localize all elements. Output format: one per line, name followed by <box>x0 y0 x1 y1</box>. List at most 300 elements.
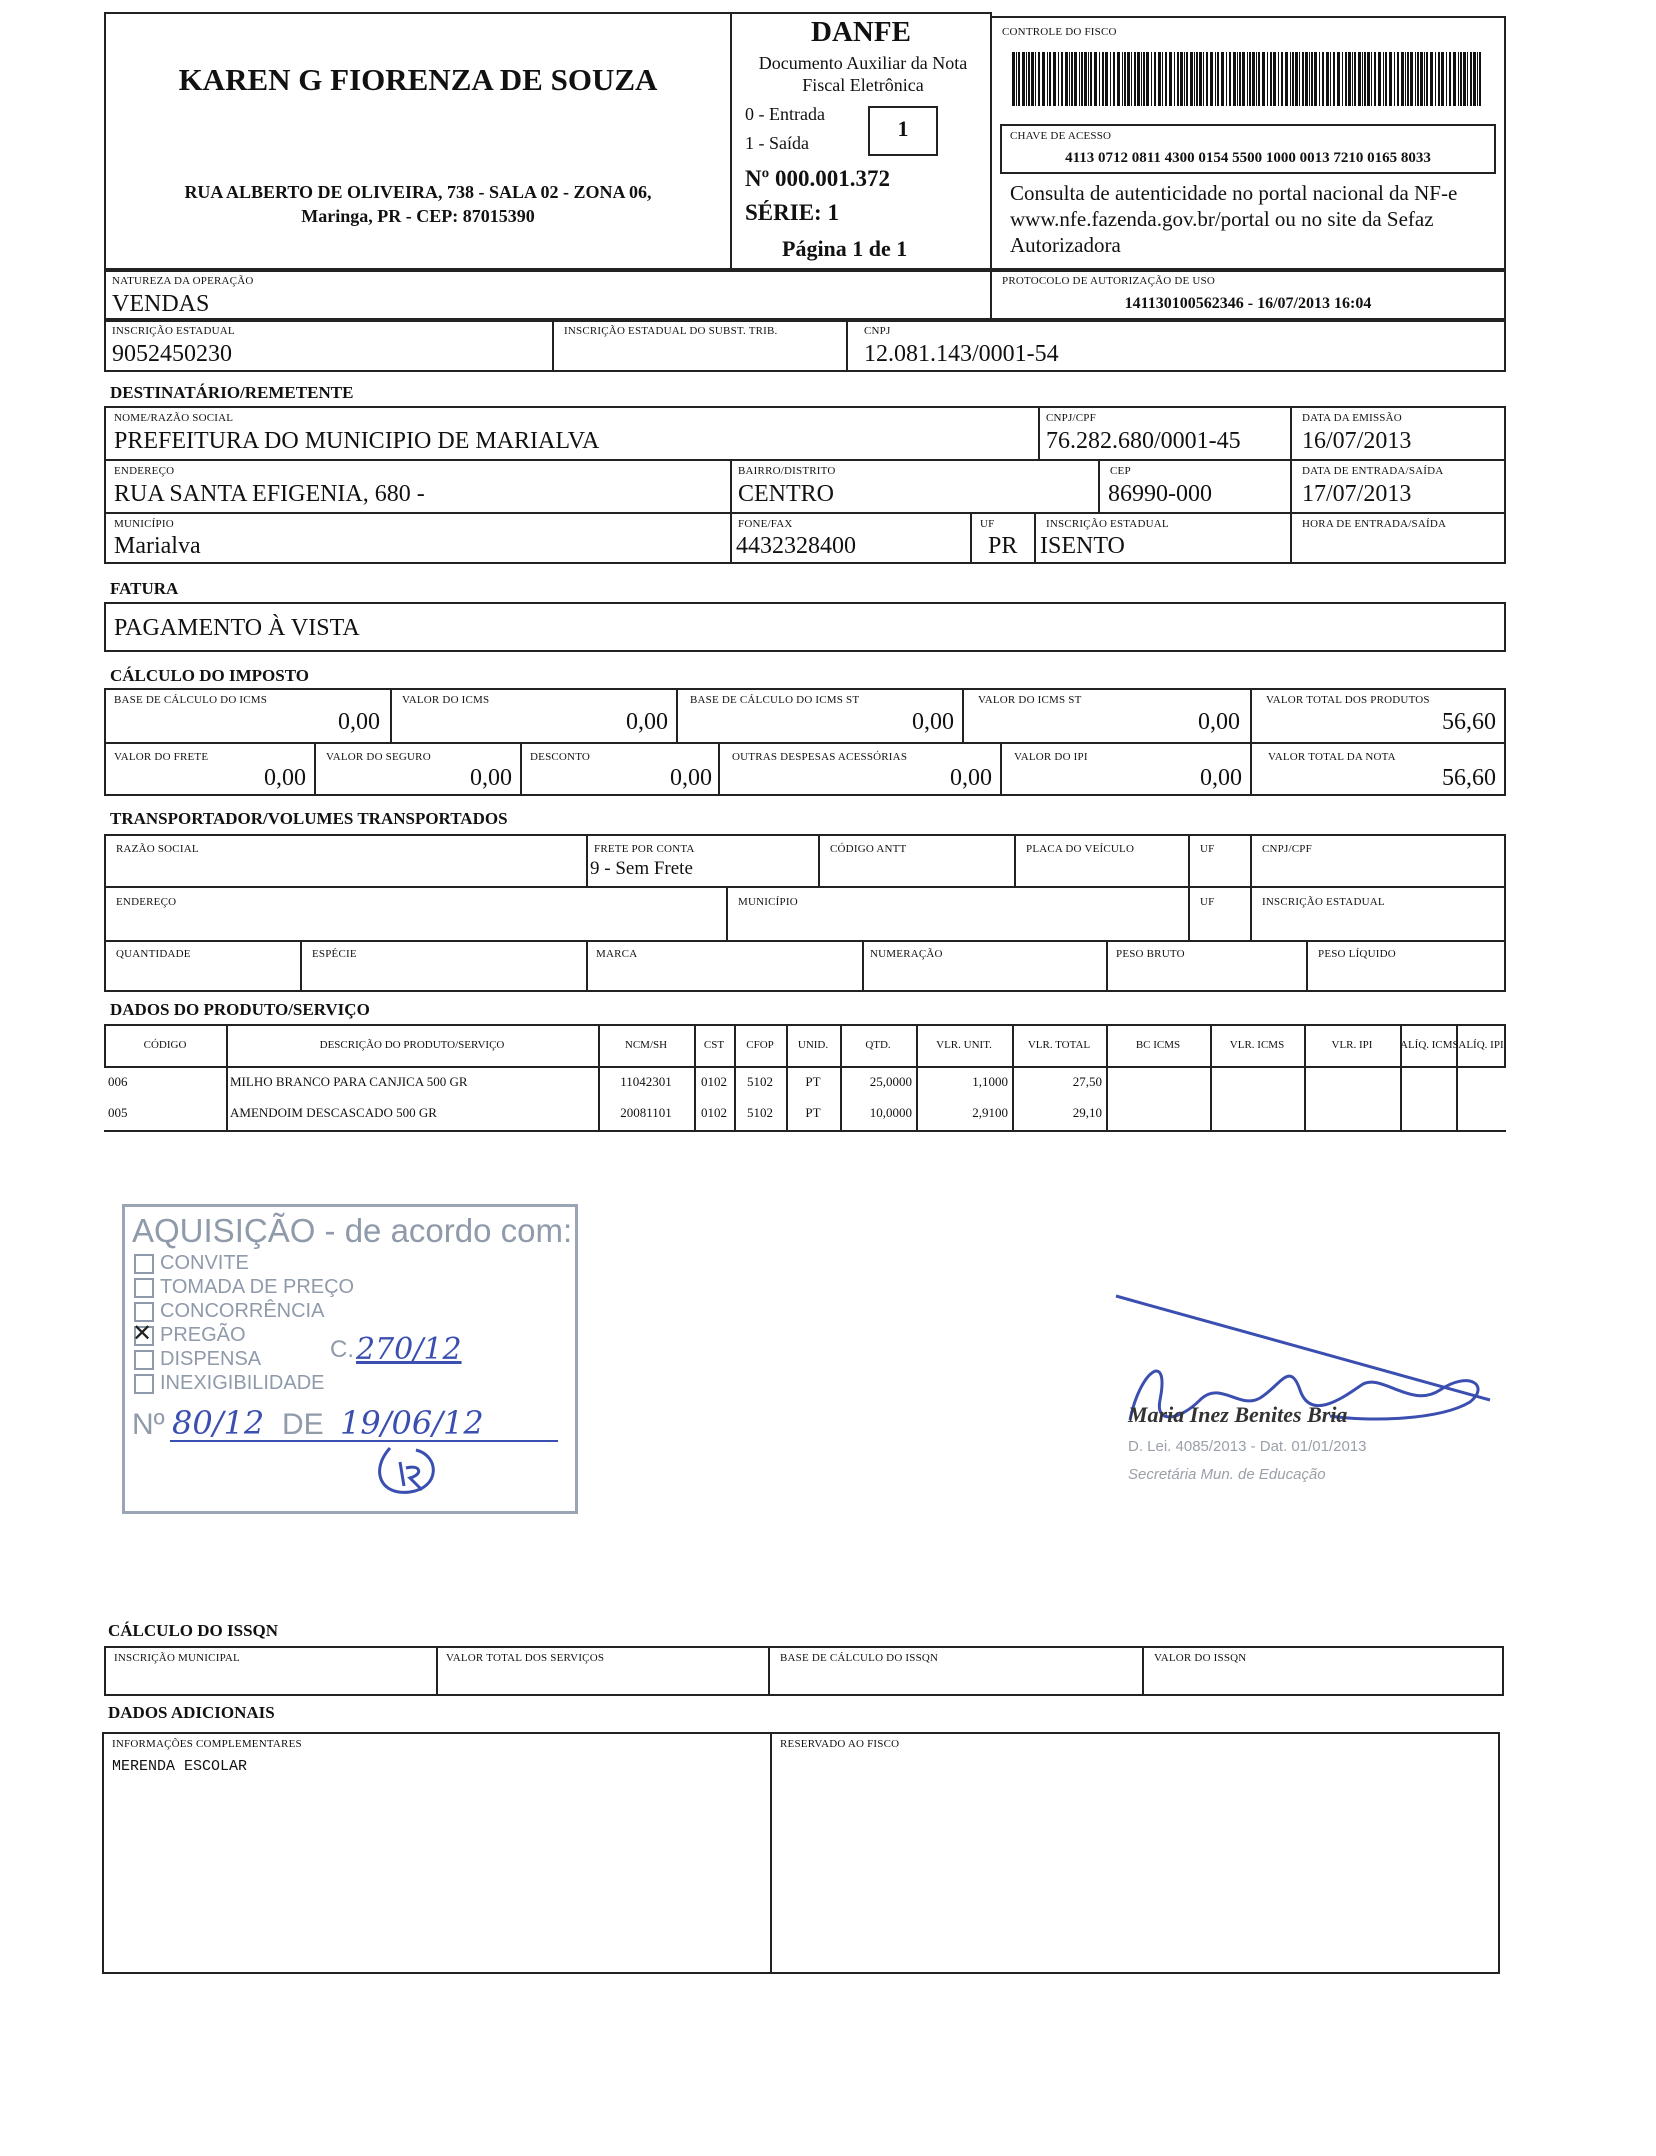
barcode-bar <box>1337 52 1340 106</box>
barcode-bar <box>1330 52 1331 106</box>
barcode-bar <box>1302 52 1304 106</box>
frete-label: VALOR DO FRETE <box>114 751 209 763</box>
barcode-bar <box>1058 52 1059 106</box>
barcode-bar <box>1292 52 1294 106</box>
divider <box>770 1732 772 1974</box>
dest-fone-value: 4432328400 <box>736 533 856 559</box>
barcode-bar <box>1410 52 1413 106</box>
barcode-bar <box>1186 52 1188 106</box>
dest-endereco-value: RUA SANTA EFIGENIA, 680 - <box>114 481 425 507</box>
table-cell: 11042301 <box>620 1074 672 1089</box>
info-complementares-value: MERENDA ESCOLAR <box>112 1758 248 1775</box>
adicionais-box <box>102 1732 1500 1974</box>
barcode-bar <box>1333 52 1335 106</box>
danfe-entrada: 0 - Entrada <box>745 104 825 124</box>
emitente-cnpj-value: 12.081.143/0001-54 <box>864 341 1059 367</box>
divider <box>1000 742 1002 796</box>
barcode-bar <box>1061 52 1063 106</box>
barcode-bar <box>1477 52 1478 106</box>
table-cell: 1,1000 <box>972 1074 1008 1089</box>
divider <box>1306 940 1308 992</box>
divider <box>552 320 554 372</box>
ipi-value: 0,00 <box>1200 765 1242 791</box>
barcode-bar <box>1309 52 1310 106</box>
barcode-bar <box>1162 52 1163 106</box>
checkbox-icon <box>134 1350 154 1370</box>
barcode-bar <box>1047 52 1048 106</box>
barcode-bar <box>1239 52 1241 106</box>
barcode-bar <box>1134 52 1136 106</box>
transp-razao-label: RAZÃO SOCIAL <box>116 843 199 855</box>
barcode-bar <box>1256 52 1257 106</box>
dest-bairro-value: CENTRO <box>738 481 834 507</box>
info-complementares-label: INFORMAÇÕES COMPLEMENTARES <box>112 1738 302 1750</box>
table-cell: 0102 <box>701 1074 727 1089</box>
dest-municipio-label: MUNICÍPIO <box>114 518 174 530</box>
transp-quantidade-label: QUANTIDADE <box>116 948 191 960</box>
barcode-bar <box>1311 52 1313 106</box>
barcode-bar <box>1285 52 1288 106</box>
stamp-c-value: 270/12 <box>356 1332 462 1367</box>
barcode-bar <box>1299 52 1300 106</box>
dest-nome-value: PREFEITURA DO MUNICIPIO DE MARIALVA <box>114 428 600 454</box>
desconto-value: 0,00 <box>670 765 712 791</box>
table-header-cell: VLR. TOTAL <box>1027 1039 1091 1051</box>
barcode-bar <box>1221 52 1224 106</box>
stamp-option <box>134 1372 325 1395</box>
barcode-bar <box>1420 52 1423 106</box>
barcode-bar <box>1473 52 1476 106</box>
divider <box>1038 406 1040 459</box>
barcode-bar <box>1194 52 1195 106</box>
chave-label: CHAVE DE ACESSO <box>1010 130 1112 142</box>
danfe-serie: SÉRIE: 1 <box>745 200 839 225</box>
barcode-bar <box>1158 52 1161 106</box>
barcode-bar <box>1053 52 1056 106</box>
barcode-bar <box>1180 52 1183 106</box>
barcode-bar <box>1319 52 1320 106</box>
table-cell: 27,50 <box>1072 1074 1102 1089</box>
divider <box>730 459 732 564</box>
dest-cep-value: 86990-000 <box>1108 481 1212 507</box>
desconto-label: DESCONTO <box>530 751 591 763</box>
total-nota-label: VALOR TOTAL DA NOTA <box>1268 751 1396 763</box>
ipi-label: VALOR DO IPI <box>1014 751 1088 763</box>
destinatario-section-title: DESTINATÁRIO/REMETENTE <box>110 383 354 402</box>
barcode-bar <box>1290 52 1291 106</box>
dest-ie-value: ISENTO <box>1040 533 1125 559</box>
transp-endereco-label: ENDEREÇO <box>116 896 177 908</box>
fatura-section-title: FATURA <box>110 579 179 598</box>
barcode-bar <box>1258 52 1260 106</box>
divider <box>104 940 1506 942</box>
table-header-cell: CFOP <box>746 1039 774 1051</box>
checkbox-icon <box>134 1278 154 1298</box>
divider <box>1034 512 1036 564</box>
stamp-option-label: CONVITE <box>160 1252 249 1274</box>
barcode-bar <box>1042 52 1045 106</box>
barcode-bar <box>1105 52 1108 106</box>
stamp-option-label: TOMADA DE PREÇO <box>160 1276 355 1298</box>
divider <box>1290 406 1292 564</box>
barcode-bar <box>1071 52 1073 106</box>
barcode-bar <box>1424 52 1425 106</box>
barcode-bar <box>1326 52 1329 106</box>
barcode-bar <box>1233 52 1236 106</box>
table-cell: MILHO BRANCO PARA CANJICA 500 GR <box>230 1074 468 1089</box>
table-cell: 29,10 <box>1072 1105 1102 1120</box>
barcode-bar <box>1470 52 1472 106</box>
dest-emissao-value: 16/07/2013 <box>1302 428 1412 454</box>
barcode-bar <box>1049 52 1051 106</box>
seguro-label: VALOR DO SEGURO <box>326 751 431 763</box>
transp-ie-label: INSCRIÇÃO ESTADUAL <box>1262 896 1385 908</box>
barcode-bar <box>1143 52 1145 106</box>
issqn-im-label: INSCRIÇÃO MUNICIPAL <box>114 1652 240 1664</box>
divider <box>104 512 1506 514</box>
barcode-bar <box>1169 52 1172 106</box>
table-header-cell: BC ICMS <box>1135 1039 1181 1051</box>
transp-marca-label: MARCA <box>596 948 638 960</box>
barcode-bar <box>1281 52 1283 106</box>
danfe-tipo: 1 <box>897 116 909 141</box>
barcode-bar <box>1273 52 1276 106</box>
divider <box>520 742 522 796</box>
stamp-numero-value: 80/12 <box>172 1404 265 1442</box>
divider <box>586 834 588 886</box>
barcode-bar <box>1210 52 1213 106</box>
danfe-numero: Nº 000.001.372 <box>745 166 890 191</box>
transportador-section-title: TRANSPORTADOR/VOLUMES TRANSPORTADOS <box>110 809 508 828</box>
signature-name: Maria Inez Benites Bria <box>1128 1402 1348 1427</box>
barcode-bar <box>1354 52 1356 106</box>
check-mark-icon: ✕ <box>132 1319 153 1347</box>
dest-cep-label: CEP <box>1110 465 1131 477</box>
base-icms-label: BASE DE CÁLCULO DO ICMS <box>114 694 268 706</box>
danfe-saida: 1 - Saída <box>745 133 809 153</box>
outras-value: 0,00 <box>950 765 992 791</box>
barcode-bar <box>1028 52 1030 106</box>
reservado-fisco-label: RESERVADO AO FISCO <box>780 1738 900 1750</box>
transp-cnpj-label: CNPJ/CPF <box>1262 843 1312 855</box>
dest-emissao-label: DATA DA EMISSÃO <box>1302 412 1402 424</box>
stamp-option <box>134 1348 261 1371</box>
barcode-bar <box>1322 52 1324 106</box>
barcode-bar <box>1229 52 1231 106</box>
transp-municipio-label: MUNICÍPIO <box>738 896 798 908</box>
barcode-bar <box>1026 52 1027 106</box>
barcode-bar <box>1267 52 1268 106</box>
divider <box>962 688 964 742</box>
divider <box>104 1130 1506 1132</box>
barcode-bar <box>1122 52 1123 106</box>
divider <box>314 742 316 796</box>
barcode-bar <box>1270 52 1272 106</box>
table-cell: PT <box>805 1074 821 1089</box>
barcode-bar <box>1110 52 1111 106</box>
barcode-bar <box>1405 52 1406 106</box>
barcode-bar <box>1389 52 1392 106</box>
table-header-cell: ALÍQ. IPI <box>1458 1039 1504 1051</box>
divider <box>970 512 972 564</box>
barcode-bar <box>1177 52 1179 106</box>
transp-peso-bruto-label: PESO BRUTO <box>1116 948 1185 960</box>
danfe-pagina: Página 1 de 1 <box>782 236 908 261</box>
barcode-bar <box>1247 52 1248 106</box>
divider <box>676 688 678 742</box>
divider <box>846 320 848 372</box>
barcode-bar <box>1342 52 1343 106</box>
table-header-cell: CST <box>703 1039 725 1051</box>
dest-uf-value: PR <box>988 533 1018 559</box>
barcode-bar <box>1154 52 1156 106</box>
barcode-bar <box>1022 52 1025 106</box>
barcode-bar <box>1394 52 1395 106</box>
barcode-bar <box>1099 52 1100 106</box>
barcode-bar <box>1385 52 1387 106</box>
barcode-bar <box>1378 52 1381 106</box>
table-header-cell: VLR. IPI <box>1331 1039 1373 1051</box>
barcode-bar <box>1084 52 1087 106</box>
divider <box>104 886 1506 888</box>
danfe-title: DANFE <box>811 16 911 48</box>
barcode-bar <box>1371 52 1372 106</box>
barcode-bar <box>1127 52 1130 106</box>
emitente-name: KAREN G FIORENZA DE SOUZA <box>178 62 658 97</box>
frete-value: 0,00 <box>264 765 306 791</box>
barcode-bar <box>1146 52 1149 106</box>
stamp-option-label: DISPENSA <box>160 1348 262 1370</box>
barcode-bar <box>1314 52 1317 106</box>
produtos-section-title: DADOS DO PRODUTO/SERVIÇO <box>110 1000 370 1019</box>
table-cell: 006 <box>108 1074 128 1089</box>
total-nota-value: 56,60 <box>1442 765 1496 791</box>
issqn-servicos-label: VALOR TOTAL DOS SERVIÇOS <box>446 1652 605 1664</box>
emitente-address-line1: RUA ALBERTO DE OLIVEIRA, 738 - SALA 02 - ZONA 06, <box>184 182 652 202</box>
table-cell: 10,0000 <box>869 1105 912 1120</box>
transp-uf-label: UF <box>1200 843 1215 855</box>
barcode-bar <box>1345 52 1347 106</box>
stamp-c-label: C. <box>330 1336 354 1363</box>
barcode-bar <box>1438 52 1440 106</box>
barcode-bar <box>1430 52 1433 106</box>
table-header-cell: ALÍQ. ICMS <box>1400 1039 1459 1051</box>
barcode-bar <box>1458 52 1459 106</box>
barcode-bar <box>1383 52 1384 106</box>
divider <box>104 459 1506 461</box>
divider <box>768 1646 770 1696</box>
dest-entrada-saida-label: DATA DE ENTRADA/SAÍDA <box>1302 465 1444 477</box>
transp-peso-liquido-label: PESO LÍQUIDO <box>1318 948 1396 960</box>
divider <box>1142 1646 1144 1696</box>
chave-acesso: 4113 0712 0811 4300 0154 5500 1000 0013 7210 0165 8033 <box>1065 150 1431 166</box>
barcode-bar <box>1352 52 1353 106</box>
barcode-bar <box>1435 52 1436 106</box>
table-cell: 5102 <box>747 1074 773 1089</box>
barcode-bar <box>1401 52 1404 106</box>
ie-st-label: INSCRIÇÃO ESTADUAL DO SUBST. TRIB. <box>564 325 778 337</box>
table-header-cell: VLR. UNIT. <box>936 1039 992 1051</box>
barcode-bar <box>1203 52 1204 106</box>
stamp-option-label: CONCORRÊNCIA <box>160 1300 325 1322</box>
divider <box>1014 834 1016 886</box>
barcode-bar <box>1031 52 1034 106</box>
issqn-valor-label: VALOR DO ISSQN <box>1154 1652 1247 1664</box>
barcode-bar <box>1016 52 1017 106</box>
dest-hora-label: HORA DE ENTRADA/SAÍDA <box>1302 518 1447 530</box>
barcode-bar <box>1079 52 1080 106</box>
base-icms-st-value: 0,00 <box>912 709 954 735</box>
barcode-bar <box>1278 52 1279 106</box>
barcode-bar <box>1417 52 1419 106</box>
barcode-bar <box>1358 52 1361 106</box>
transp-uf2-label: UF <box>1200 896 1215 908</box>
barcode-bar <box>1463 52 1466 106</box>
barcode-bar <box>1249 52 1251 106</box>
barcode-bar <box>1141 52 1142 106</box>
table-header-cell: DESCRIÇÃO DO PRODUTO/SERVIÇO <box>319 1039 505 1051</box>
barcode-bar <box>1137 52 1140 106</box>
divider <box>726 886 728 940</box>
issqn-section-title: CÁLCULO DO ISSQN <box>108 1621 279 1640</box>
barcode-bar <box>1446 52 1447 106</box>
seguro-value: 0,00 <box>470 765 512 791</box>
barcode-bar <box>1397 52 1399 106</box>
signature-line3: Secretária Mun. de Educação <box>1128 1466 1326 1483</box>
stamp-numero-label: Nº <box>132 1408 165 1441</box>
table-header-cell: UNID. <box>797 1039 829 1051</box>
barcode-bar <box>1453 52 1456 106</box>
barcode-bar <box>1305 52 1308 106</box>
barcode-bar <box>1038 52 1040 106</box>
barcode-bar <box>1124 52 1126 106</box>
barcode-bar <box>1090 52 1092 106</box>
divider <box>718 742 720 796</box>
barcode-bar <box>1035 52 1036 106</box>
table-header-cell: QTD. <box>865 1039 891 1051</box>
divider <box>862 940 864 992</box>
imposto-section-title: CÁLCULO DO IMPOSTO <box>110 666 309 685</box>
dest-cnpj-value: 76.282.680/0001-45 <box>1046 428 1241 454</box>
stamp-option <box>134 1252 249 1275</box>
barcode-bar <box>1226 52 1227 106</box>
table-cell: 0102 <box>701 1105 727 1120</box>
barcode-bar <box>1018 52 1020 106</box>
ie-box <box>104 320 1506 372</box>
barcode-bar <box>1215 52 1216 106</box>
dest-nome-label: NOME/RAZÃO SOCIAL <box>114 412 234 424</box>
divider <box>1188 834 1190 940</box>
barcode-bar <box>1199 52 1202 106</box>
barcode-bar <box>1069 52 1070 106</box>
transp-frete-value: 9 - Sem Frete <box>590 858 693 879</box>
barcode-bar <box>1374 52 1376 106</box>
ie-value: 9052450230 <box>112 341 232 367</box>
valor-icms-value: 0,00 <box>626 709 668 735</box>
barcode-bar <box>1441 52 1444 106</box>
barcode-bar <box>1242 52 1245 106</box>
natureza-label: NATUREZA DA OPERAÇÃO <box>112 275 254 287</box>
signature-line2: D. Lei. 4085/2013 - Dat. 01/01/2013 <box>1128 1438 1367 1455</box>
dest-uf-label: UF <box>980 518 995 530</box>
dest-municipio-value: Marialva <box>114 533 201 559</box>
fatura-value: PAGAMENTO À VISTA <box>114 615 360 641</box>
divider <box>818 834 820 886</box>
table-cell: 20081101 <box>620 1105 672 1120</box>
divider <box>390 688 392 742</box>
valor-icms-st-label: VALOR DO ICMS ST <box>978 694 1082 706</box>
barcode-bar <box>1460 52 1462 106</box>
barcode-bar <box>1362 52 1363 106</box>
divider <box>436 1646 438 1696</box>
table-cell: 2,9100 <box>972 1105 1008 1120</box>
barcode-bar <box>1415 52 1416 106</box>
barcode-bar <box>1407 52 1409 106</box>
transp-especie-label: ESPÉCIE <box>312 948 357 960</box>
barcode-bar <box>1088 52 1089 106</box>
table-header-cell: VLR. ICMS <box>1229 1039 1285 1051</box>
barcode-bar <box>1151 52 1152 106</box>
dest-endereco-label: ENDEREÇO <box>114 465 175 477</box>
divider <box>586 940 588 992</box>
valor-icms-label: VALOR DO ICMS <box>402 694 490 706</box>
stamp-option <box>134 1300 324 1323</box>
divider <box>1250 688 1252 796</box>
barcode-bar <box>1348 52 1351 106</box>
total-produtos-value: 56,60 <box>1442 709 1496 735</box>
transp-antt-label: CÓDIGO ANTT <box>830 843 907 855</box>
transportador-box <box>104 834 1506 992</box>
divider <box>1250 834 1252 940</box>
barcode-bar <box>1102 52 1104 106</box>
table-cell: 005 <box>108 1105 128 1120</box>
barcode-bar <box>1237 52 1238 106</box>
table-header-cell: NCM/SH <box>624 1039 668 1051</box>
checkbox-icon <box>134 1254 154 1274</box>
base-icms-st-label: BASE DE CÁLCULO DO ICMS ST <box>690 694 860 706</box>
barcode-bar <box>1196 52 1198 106</box>
barcode-bar <box>1074 52 1077 106</box>
stamp-initials-mark <box>360 1440 450 1500</box>
barcode-bar <box>1467 52 1468 106</box>
barcode-bar <box>1113 52 1115 106</box>
barcode-bar <box>1295 52 1298 106</box>
stamp-de-label: DE <box>282 1408 324 1441</box>
ie-label: INSCRIÇÃO ESTADUAL <box>112 325 235 337</box>
barcode-bar <box>1426 52 1428 106</box>
table-cell: 25,0000 <box>869 1074 912 1089</box>
stamp-option <box>134 1276 354 1299</box>
barcode-bar <box>1367 52 1370 106</box>
barcode-bar <box>1206 52 1208 106</box>
total-produtos-label: VALOR TOTAL DOS PRODUTOS <box>1266 694 1430 706</box>
base-icms-value: 0,00 <box>338 709 380 735</box>
barcode <box>1012 52 1482 106</box>
controle-fisco-label: CONTROLE DO FISCO <box>1002 26 1117 38</box>
consulta-text: Consulta de autenticidade no portal nacional da NF-e www.nfe.fazenda.gov.br/portal ou no site da Sefaz Autorizadora <box>1010 181 1458 257</box>
barcode-bar <box>1252 52 1255 106</box>
divider <box>300 940 302 992</box>
transp-numeracao-label: NUMERAÇÃO <box>870 948 943 960</box>
table-cell: 5102 <box>747 1105 773 1120</box>
emitente-box <box>104 12 732 270</box>
barcode-bar <box>1012 52 1015 106</box>
outras-label: OUTRAS DESPESAS ACESSÓRIAS <box>732 751 908 763</box>
barcode-bar <box>1117 52 1120 106</box>
barcode-bar <box>1174 52 1175 106</box>
dest-fone-label: FONE/FAX <box>738 518 793 530</box>
dest-entrada-saida-value: 17/07/2013 <box>1302 481 1412 507</box>
